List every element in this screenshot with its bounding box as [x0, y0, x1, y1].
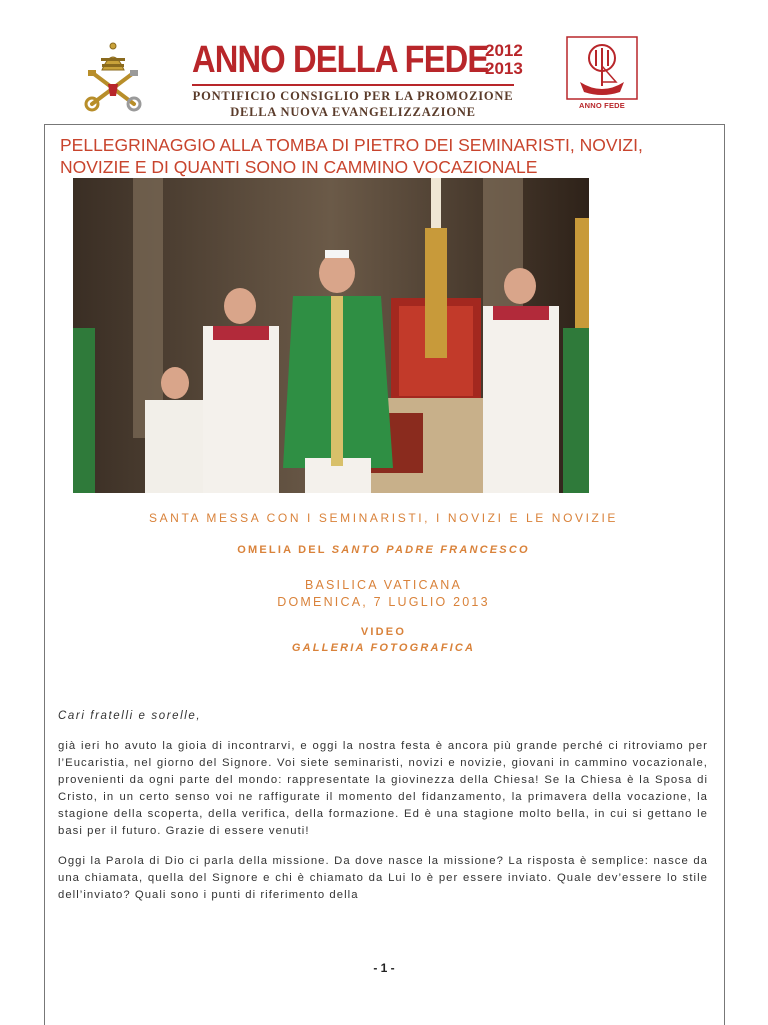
- homily-paragraph-2: Oggi la Parola di Dio ci parla della missione. Da dove nasce la missione? La risposta è semplice: nasce da una chiamata, quella del Signore e chi è chiamato da Lui lo è per essere inviato. Quale dev’essere lo stile dell’inviato? Quali sono i punti di riferimento della: [58, 855, 708, 901]
- mass-title: SANTA MESSA CON I SEMINARISTI, I NOVIZI E LE NOVIZIE: [148, 511, 619, 525]
- header-divider: [192, 84, 514, 86]
- venue-date: DOMENICA, 7 LUGLIO 2013: [277, 595, 490, 609]
- homily-paragraph-1: già ieri ho avuto la gioia di incontrarvi, e oggi la nostra festa è ancora più grande perché ci ritroviamo per l’Eucaristia, nel giorno del Signore. Voi siete seminaristi, novizi e novizie, giovani in cammino vocazionale, provenienti da ogni parte del mondo: rappresentate la giovinezza della Chiesa! Se la Chiesa è la Sposa di Cristo, in un certo senso voi ne raffigurate il momento del fidanzamento, la primavera della vocazione, la stagione della scoperta, della verifica, della formazione. Ed è una stagione molto bella, in cui si gettano le basi per il futuro. Grazie di essere venuti!: [58, 740, 708, 837]
- page-number: - 1 -: [373, 961, 395, 975]
- venue-name: BASILICA VATICANA: [304, 578, 463, 592]
- page-header: [0, 0, 768, 120]
- header-years: [485, 42, 523, 78]
- photo-gallery-link[interactable]: GALLERIA FOTOGRAFICA: [291, 642, 476, 654]
- homily-greeting: Cari fratelli e sorelle,: [58, 710, 202, 722]
- homily-prefix: OMELIA DEL: [237, 544, 332, 556]
- year-bottom: 2013: [485, 59, 523, 78]
- venue-block: [44, 577, 723, 611]
- homily-line: [44, 544, 723, 556]
- subtitle-line-1: PONTIFICIO CONSIGLIO PER LA PROMOZIONE: [192, 89, 514, 103]
- header-title: ANNO DELLA FEDE: [192, 39, 489, 81]
- homily-pope-name: SANTO PADRE FRANCESCO: [331, 544, 530, 556]
- header-subtitle: [192, 88, 514, 120]
- year-top: 2012: [485, 41, 523, 60]
- video-link[interactable]: VIDEO: [360, 626, 407, 638]
- papal-keys-tiara-icon: [78, 40, 148, 112]
- logo-caption: ANNO FEDE: [579, 101, 625, 110]
- subtitle-line-2: DELLA NUOVA EVANGELIZZAZIONE: [230, 105, 476, 119]
- page-title: PELLEGRINAGGIO ALLA TOMBA DI PIETRO DEI SEMINARISTI, NOVIZI, NOVIZIE E DI QUANTI SONO IN CAMMINO VOCAZIONALE: [60, 135, 643, 177]
- mass-photo: [73, 178, 589, 493]
